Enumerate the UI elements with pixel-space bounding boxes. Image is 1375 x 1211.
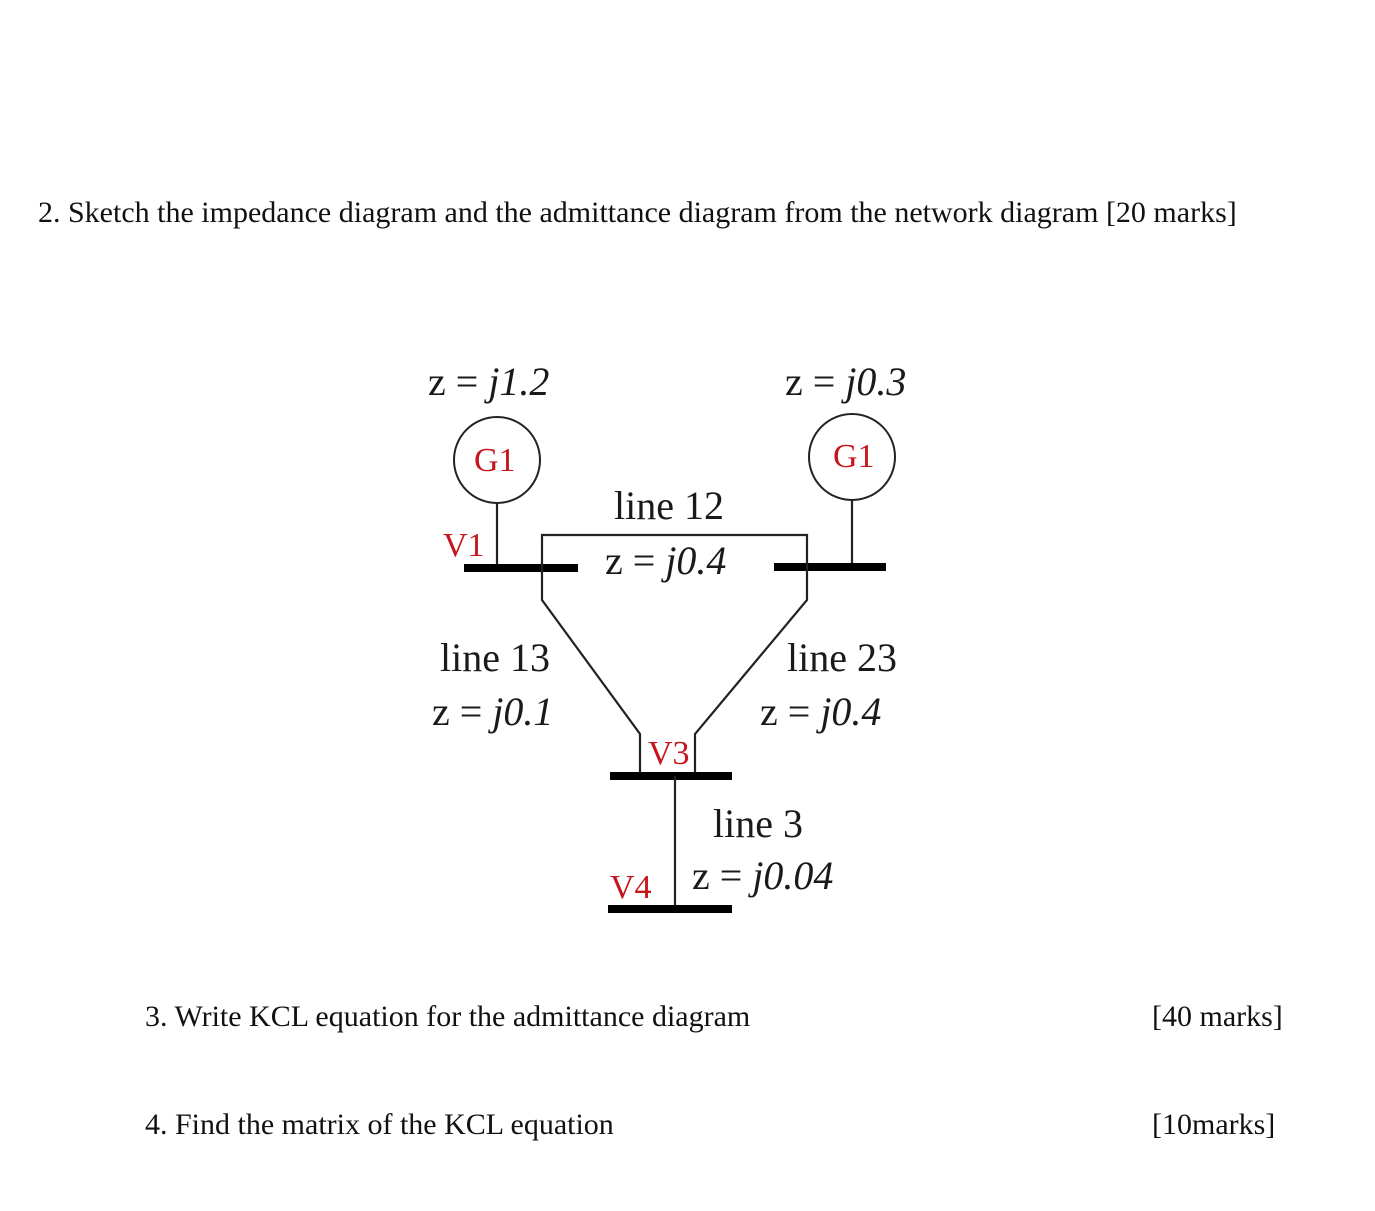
bus-v1-label: V1 bbox=[443, 527, 485, 564]
question-4-text: 4. Find the matrix of the KCL equation bbox=[145, 1108, 614, 1141]
bus-v3-label: V3 bbox=[648, 735, 690, 772]
question-4-marks: [10marks] bbox=[1152, 1108, 1276, 1141]
question-2-text: 2. Sketch the impedance diagram and the admittance diagram from the network diagram [20 marks] bbox=[38, 196, 1237, 229]
line-12-name: line 12 bbox=[614, 483, 724, 528]
line-13-name: line 13 bbox=[440, 635, 550, 680]
gen-right-label: G1 bbox=[833, 438, 875, 475]
bus-v4-label: V4 bbox=[610, 869, 652, 906]
line-12-impedance: z = j0.4 bbox=[605, 538, 727, 583]
gen-left-impedance: z = j1.2 bbox=[428, 359, 550, 404]
gen-right-impedance: z = j0.3 bbox=[785, 359, 907, 404]
line-13-wire bbox=[542, 568, 640, 775]
question-3-text: 3. Write KCL equation for the admittance diagram bbox=[145, 1000, 751, 1033]
line-3-name: line 3 bbox=[713, 801, 803, 846]
line-3-impedance: z = j0.04 bbox=[692, 853, 834, 898]
line-13-impedance: z = j0.1 bbox=[432, 689, 554, 734]
line-23-name: line 23 bbox=[787, 635, 897, 680]
line-23-impedance: z = j0.4 bbox=[760, 689, 882, 734]
gen-left-label: G1 bbox=[474, 442, 516, 479]
question-3-marks: [40 marks] bbox=[1152, 1000, 1283, 1033]
